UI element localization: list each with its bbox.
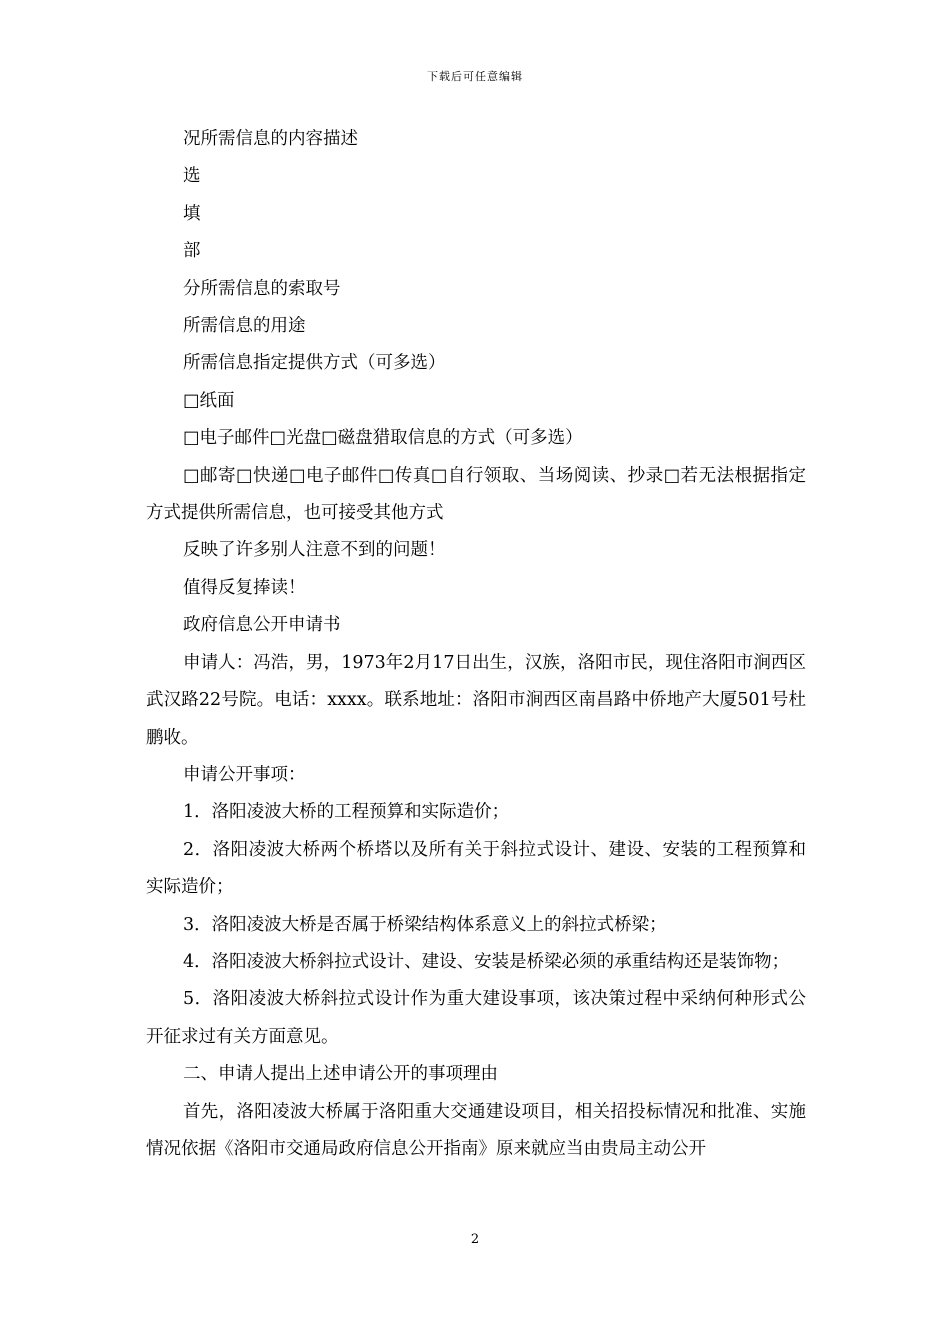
section-heading: 二、申请人提出上述申请公开的事项理由 [183, 1064, 498, 1085]
paragraph: 首先，洛阳凌波大桥属于洛阳重大交通建设项目，相关招投标情况和批准、实施情况依据《洛阳市交通局政府信息公开指南》原来就应当由贵局主动公开 [146, 1101, 806, 1159]
paragraph: 申请公开事项： [183, 764, 306, 785]
list-item: 1．洛阳凌波大桥的工程预算和实际造价； [183, 802, 510, 823]
paragraph: 反映了许多别人注意不到的问题！ [183, 540, 446, 561]
paragraph: 选 [183, 166, 201, 187]
paragraph: □邮寄□快递□电子邮件□传真□自行领取、当场阅读、抄录□若无法根据指定方式提供所需信息，也可接受其他方式 [146, 465, 806, 524]
list-item: 2．洛阳凌波大桥两个桥塔以及所有关于斜拉式设计、建设、安装的工程预算和实际造价； [146, 839, 806, 898]
paragraph: □纸面 [183, 390, 235, 411]
paragraph: □电子邮件□光盘□磁盘猎取信息的方式（可多选） [183, 428, 583, 449]
document-title: 政府信息公开申请书 [183, 615, 341, 636]
paragraph: 部 [183, 241, 201, 262]
page-number: 2 [470, 1232, 480, 1247]
page-header: 下载后可任意编辑 [427, 70, 523, 83]
list-item: 5．洛阳凌波大桥斜拉式设计作为重大建设事项，该决策过程中采纳何种形式公开征求过有关方面意见。 [146, 989, 806, 1047]
list-item: 3．洛阳凌波大桥是否属于桥梁结构体系意义上的斜拉式桥梁； [183, 914, 667, 935]
paragraph: 所需信息的用途 [183, 316, 306, 337]
paragraph: 申请人：冯浩，男，1973年2月17日出生，汉族，洛阳市民，现住洛阳市涧西区武汉路22号院。电话：xxxx。联系地址：洛阳市涧西区南昌路中侨地产大厦501号杜鹏收。 [146, 652, 806, 748]
paragraph: 填 [183, 203, 201, 224]
list-item: 4．洛阳凌波大桥斜拉式设计、建设、安装是桥梁必须的承重结构还是装饰物； [183, 951, 790, 972]
document-body [146, 121, 806, 1168]
paragraph: 分所需信息的索取号 [183, 278, 341, 299]
paragraph: 所需信息指定提供方式（可多选） [183, 353, 446, 374]
paragraph: 值得反复捧读！ [183, 577, 306, 598]
paragraph: 况所需信息的内容描述 [183, 129, 358, 149]
